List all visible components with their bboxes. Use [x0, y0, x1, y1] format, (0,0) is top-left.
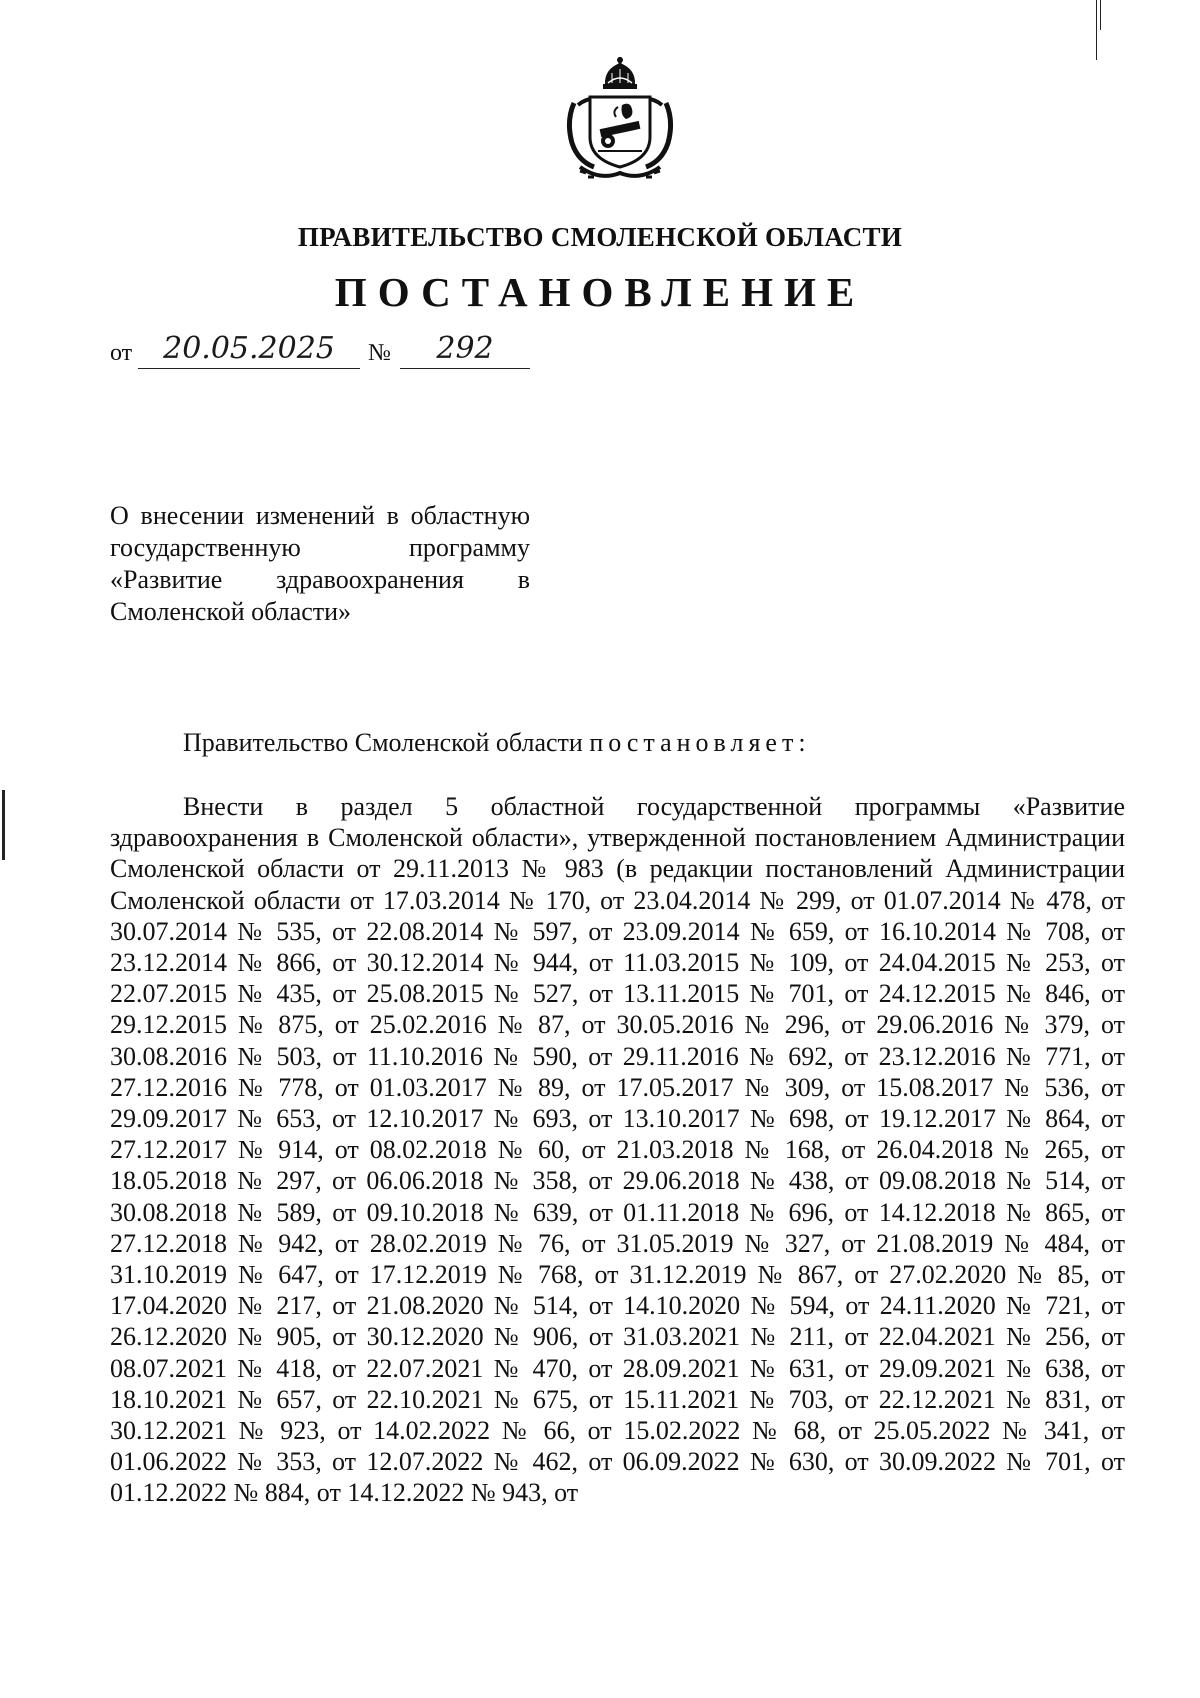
body-paragraph: Внести в раздел 5 областной государственной программы «Развитие здравоохранения в Смоленской области», утвержденной постановлением Администрации Смоленской области от 29.11.2013 № 983 (в редакции постановлений Администрации Смоленской области от 17.03.2014 № 170, от 23.04.2014 № 299, от 01.07.2014 № 478, от 30.07.2014 № 535, от 22.08.2014 № 597, от 23.09.2014 № 659, от 16.10.2014 № 708, от 23.12.2014 № 866, от 30.12.2014 № 944, от 11.03.2015 № 109, от 24.04.2015 № 253, от 22.07.2015 № 435, от 25.08.2015 № 527, от 13.11.2015 № 701, от 24.12.2015 № 846, от 29.12.2015 № 875, от 25.02.2016 № 87, от 30.05.2016 № 296, от 29.06.2016 № 379, от 30.08.2016 № 503, от 11.10.2016 № 590, от 29.11.2016 № 692, от 23.12.2016 № 771, от 27.12.2016 № 778, от 01.03.2017 № 89, от 17.05.2017 № 309, от 15.08.2017 № 536, от 29.09.2017 № 653, от 12.10.2017 № 693, от 13.10.2017 № 698, от 19.12.2017 № 864, от 27.12.2017 № 914, от 08.02.2018 № 60, от 21.03.2018 № 168, от 26.04.2018 № 265, от 18.05.2018 № 297, от 06.06.2018 № 358, от 29.06.2018 № 438, от 09.08.2018 № 514, от 30.08.2018 № 589, от 09.10.2018 № 639, от 01.11.2018 № 696, от 14.12.2018 № 865, от 27.12.2018 № 942, от 28.02.2019 № 76, от 31.05.2019 № 327, от 21.08.2019 № 484, от 31.10.2019 № 647, от 17.12.2019 № 768, от 31.12.2019 № 867, от 27.02.2020 № 85, от 17.04.2020 № 217, от 21.08.2020 № 514, от 14.10.2020 № 594, от 24.11.2020 № 721, от 26.12.2020 № 905, от 30.12.2020 № 906, от 31.03.2021 № 211, от 22.04.2021 № 256, от 08.07.2021 № 418, от 22.07.2021 № 470, от 28.09.2021 № 631, от 29.09.2021 № 638, от 18.10.2021 № 657, от 22.10.2021 № 675, от 15.11.2021 № 703, от 22.12.2021 № 831, от 30.12.2021 № 923, от 14.02.2022 № 66, от 15.02.2022 № 68, от 25.05.2022 № 341, от 01.06.2022 № 353, от 12.07.2022 № 462, от 06.09.2022 № 630, от 30.09.2022 № 701, от 01.12.2022 № 884, от 14.12.2022 № 943, от [110, 792, 1125, 1508]
government-title: ПРАВИТЕЛЬСТВО СМОЛЕНСКОЙ ОБЛАСТИ [297, 222, 903, 252]
document-subject: О внесении изменений в областную государственную программу «Развитие здравоохранения в Смоленской области» [110, 501, 530, 626]
decree-intro-verb: постановляет: [589, 728, 811, 757]
scan-edge-line-top-right [1096, 0, 1097, 60]
decree-intro-lead: Правительство Смоленской области [183, 728, 583, 757]
crown-icon [603, 57, 637, 89]
decree-body [110, 791, 1125, 1509]
handwritten-date: 20.05.2025 [138, 330, 360, 369]
handwritten-number: 292 [400, 330, 530, 369]
coat-of-arms-icon [560, 55, 680, 185]
number-label: № [368, 340, 391, 366]
document-type-heading: ПОСТАНОВЛЕНИЕ [334, 269, 866, 315]
decree-intro [183, 728, 811, 758]
registration-line [110, 330, 570, 370]
scan-edge-line-top-right-2 [1100, 0, 1101, 30]
date-label: от [110, 340, 133, 366]
scan-edge-line-left [2, 790, 5, 860]
